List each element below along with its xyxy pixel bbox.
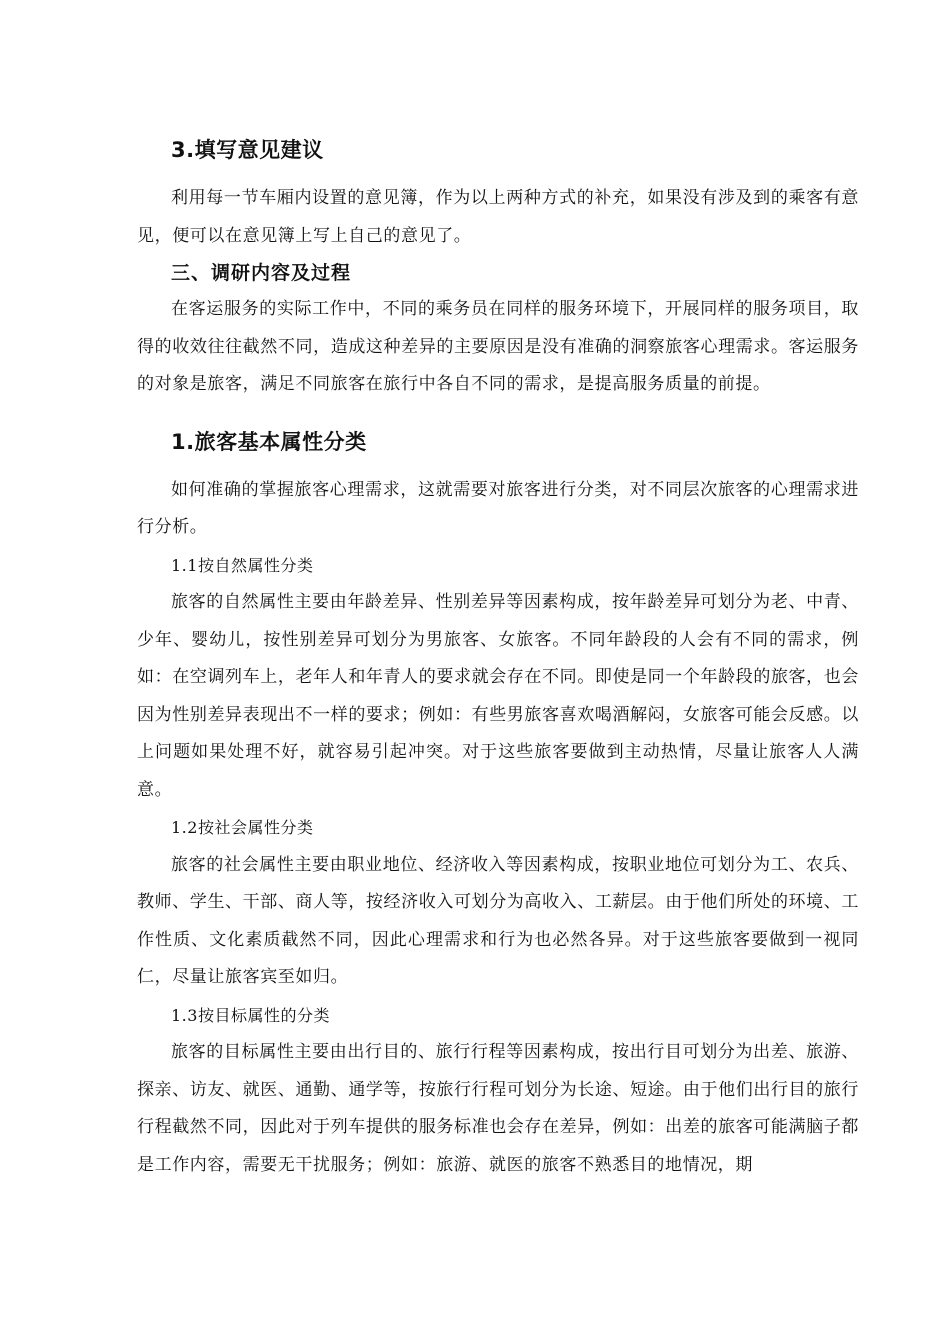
paragraph-research-content: 在客运服务的实际工作中，不同的乘务员在同样的服务环境下，开展同样的服务项目，取得的收效往往截然不同，造成这种差异的主要原因是没有准确的洞察旅客心理需求。客运服务的对象是旅客，满足不同旅客在旅行中各自不同的需求，是提高服务质量的前提。 [137,299,859,394]
paragraph-suggestion-book: 利用每一节车厢内设置的意见簿，作为以上两种方式的补充，如果没有涉及到的乘客有意见，便可以在意见簿上写上自己的意见了。 [137,188,859,246]
part-three-heading: 三、调研内容及过程 [171,262,352,284]
paragraph-natural-attributes: 旅客的自然属性主要由年龄差异、性别差异等因素构成，按年龄差异可划分为老、中青、少年、婴幼儿，按性别差异可划分为男旅客、女旅客。不同年龄段的人会有不同的需求，例如：在空调列车上，老年人和年青人的要求就会存在不同。即使是同一个年龄段的旅客，也会因为性别差异表现出不一样的要求；例如：有些男旅客喜欢喝酒解闷，女旅客可能会反感。以上问题如果处理不好，就容易引起冲突。对于这些旅客要做到主动热情，尽量让旅客人人满意。 [137,592,859,800]
section-heading-3: 3.填写意见建议 [171,138,324,162]
document-body [137,128,859,1184]
subsection-heading-1-3: 1.3按目标属性的分类 [171,1005,330,1025]
subsection-heading-1-2: 1.2按社会属性分类 [171,818,314,837]
paragraph-goal-attributes: 旅客的目标属性主要由出行目的、旅行行程等因素构成，按出行目可划分为出差、旅游、探亲、访友、就医、通勤、通学等，按旅行行程可划分为长途、短途。由于他们出行目的旅行行程截然不同，因此对于列车提供的服务标准也会存在差异，例如：出差的旅客可能满脑子都是工作内容，需要无干扰服务；例如：旅游、就医的旅客不熟悉目的地情况，期 [137,1042,859,1175]
subsection-heading-1-1: 1.1按自然属性分类 [171,555,314,575]
section-heading-1: 1.旅客基本属性分类 [171,429,367,454]
paragraph-classification-intro: 如何准确的掌握旅客心理需求，这就需要对旅客进行分类，对不同层次旅客的心理需求进行分析。 [137,479,859,537]
paragraph-social-attributes: 旅客的社会属性主要由职业地位、经济收入等因素构成，按职业地位可划分为工、农兵、教师、学生、干部、商人等，按经济收入可划分为高收入、工薪层。由于他们所处的环境、工作性质、文化素质截然不同，因此心理需求和行为也必然各异。对于这些旅客要做到一视同仁，尽量让旅客宾至如归。 [137,854,859,987]
